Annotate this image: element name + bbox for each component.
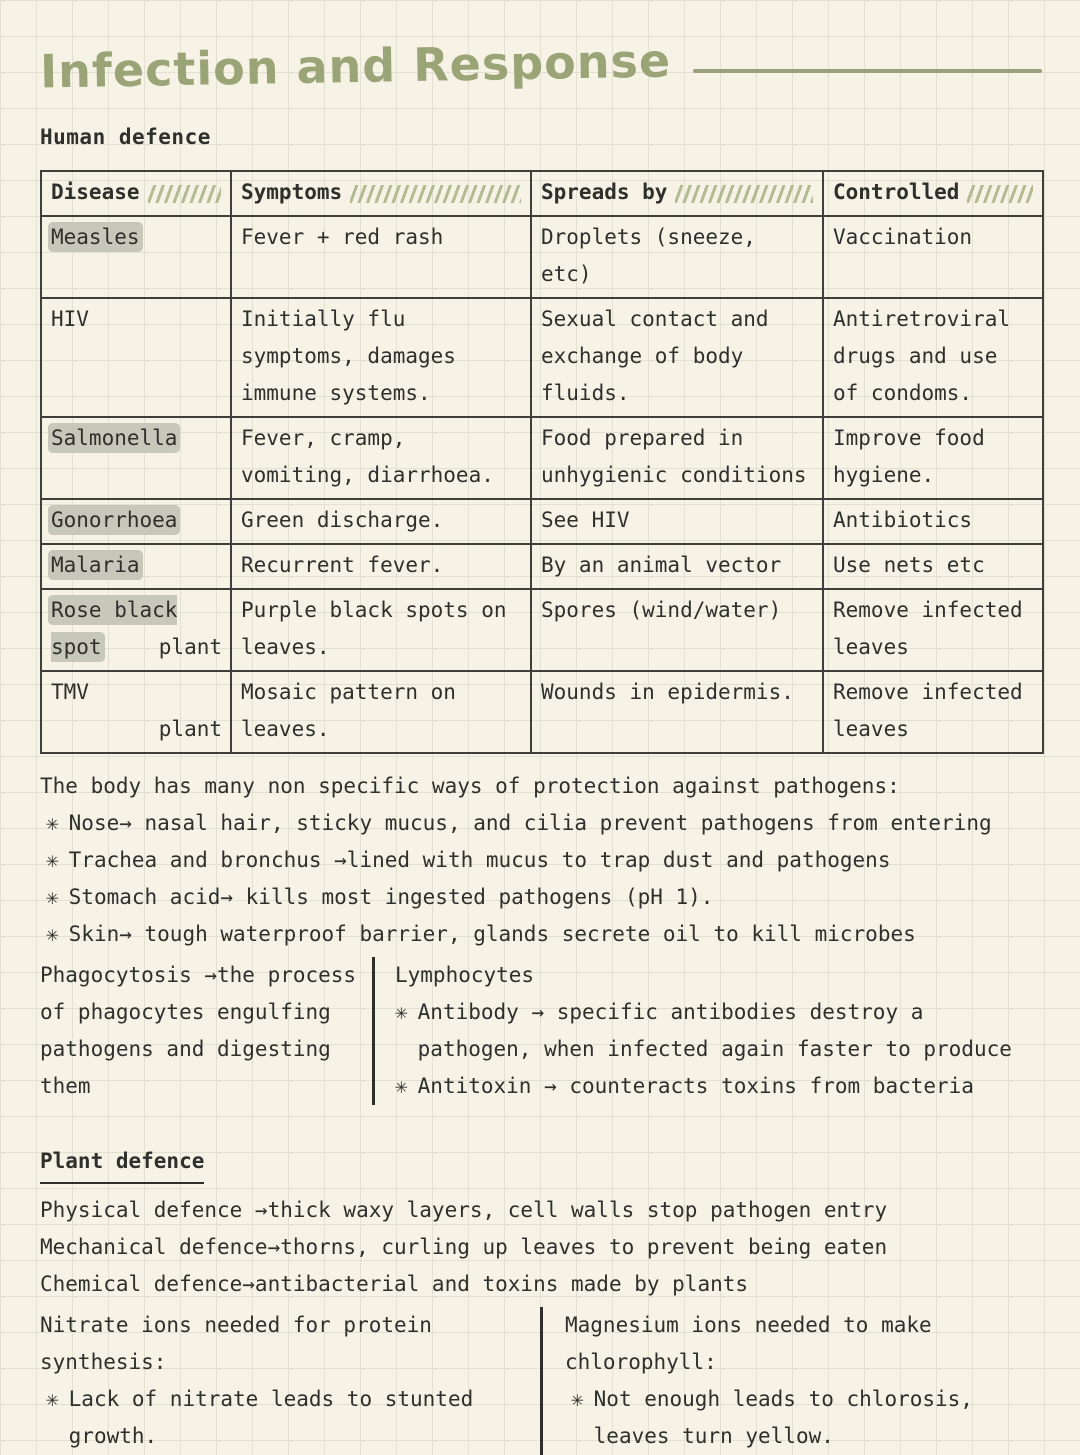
table-row	[41, 499, 1043, 544]
controlled-cell: Vaccination	[823, 216, 1043, 298]
lymphocyte-item: ✳ Antibody → specific antibodies destroy a pathogen, when infected again faster to produce	[395, 994, 1042, 1068]
spreads-cell: Wounds in epidermis.	[531, 671, 823, 753]
disease-cell: Gonorrhoea	[41, 499, 231, 544]
table-header-row	[41, 171, 1043, 216]
controlled-cell: Antibiotics	[823, 499, 1043, 544]
non-specific-item: ✳ Skin→ tough waterproof barrier, glands secrete oil to kill microbes	[40, 916, 1042, 953]
asterisk-bullet-icon: ✳	[571, 1387, 584, 1411]
disease-cell: Salmonella	[41, 417, 231, 499]
lymphocytes-heading: Lymphocytes	[395, 963, 535, 987]
plant-tag: plant	[158, 717, 222, 741]
title-underline	[693, 69, 1042, 73]
non-specific-item: ✳ Nose→ nasal hair, sticky mucus, and cilia prevent pathogens from entering	[40, 805, 1042, 842]
spacer	[40, 1105, 1042, 1143]
page-title: Infection and Response	[39, 33, 672, 99]
non-specific-item: ✳ Trachea and bronchus →lined with mucus to trap dust and pathogens	[40, 842, 1042, 879]
spreads-cell: Droplets (sneeze, etc)	[531, 216, 823, 298]
header-symptoms: Symptoms	[231, 171, 531, 216]
controlled-cell: Remove infected leaves	[823, 671, 1043, 753]
disease-cell: TMV plant	[41, 671, 231, 753]
table-row	[41, 671, 1043, 753]
symptoms-cell: Recurrent fever.	[231, 544, 531, 589]
spreads-cell: Sexual contact and exchange of body fluids.	[531, 298, 823, 417]
symptoms-cell: Fever, cramp, vomiting, diarrhoea.	[231, 417, 531, 499]
plant-defence-heading: Plant defence	[40, 1143, 204, 1184]
asterisk-bullet-icon: ✳	[46, 811, 59, 835]
controlled-cell: Remove infected leaves	[823, 589, 1043, 671]
non-specific-item: ✳ Stomach acid→ kills most ingested pathogens (pH 1).	[40, 879, 1042, 916]
hatch-decoration	[148, 185, 221, 203]
symptoms-cell: Green discharge.	[231, 499, 531, 544]
controlled-cell: Improve food hygiene.	[823, 417, 1043, 499]
symptoms-cell: Purple black spots on leaves.	[231, 589, 531, 671]
mineral-columns	[40, 1307, 1042, 1455]
asterisk-bullet-icon: ✳	[46, 922, 59, 946]
hatch-decoration	[350, 185, 521, 203]
disease-cell: Measles	[41, 216, 231, 298]
table-row	[41, 216, 1043, 298]
asterisk-bullet-icon: ✳	[46, 885, 59, 909]
table-row	[41, 589, 1043, 671]
lymphocytes-note	[372, 957, 1042, 1105]
plant-defence-line: Physical defence →thick waxy layers, cell walls stop pathogen entry	[40, 1198, 888, 1222]
header-disease: Disease	[41, 171, 231, 216]
disease-cell: Rose black spot plant	[41, 589, 231, 671]
asterisk-bullet-icon: ✳	[46, 1387, 59, 1411]
phago-lympho-columns	[40, 957, 1042, 1105]
table-row	[41, 544, 1043, 589]
hatch-decoration	[675, 185, 813, 203]
spreads-cell: See HIV	[531, 499, 823, 544]
spreads-cell: By an animal vector	[531, 544, 823, 589]
title-row	[39, 33, 1042, 99]
lymphocyte-item: ✳ Antitoxin → counteracts toxins from bacteria	[395, 1068, 1042, 1105]
non-specific-intro: The body has many non specific ways of protection against pathogens:	[40, 774, 900, 798]
phagocytosis-note: Phagocytosis →the process of phagocytes engulfing pathogens and digesting them	[40, 963, 357, 1098]
controlled-cell: Antiretroviral drugs and use of condoms.	[823, 298, 1043, 417]
spreads-cell: Spores (wind/water)	[531, 589, 823, 671]
asterisk-bullet-icon: ✳	[46, 848, 59, 872]
nitrate-heading: Nitrate ions needed for protein synthesis:	[40, 1313, 432, 1374]
symptoms-cell: Initially flu symptoms, damages immune systems.	[231, 298, 531, 417]
plant-defence-line: Chemical defence→antibacterial and toxins made by plants	[40, 1272, 749, 1296]
disease-cell: HIV	[41, 298, 231, 417]
symptoms-cell: Fever + red rash	[231, 216, 531, 298]
magnesium-note	[540, 1307, 1042, 1455]
asterisk-bullet-icon: ✳	[395, 1074, 408, 1098]
spreads-cell: Food prepared in unhygienic conditions	[531, 417, 823, 499]
nitrate-item: ✳ Lack of nitrate leads to stunted growth.	[40, 1381, 524, 1455]
disease-cell: Malaria	[41, 544, 231, 589]
table-row	[41, 417, 1043, 499]
magnesium-item: ✳ Not enough leads to chlorosis, leaves turn yellow.	[565, 1381, 1042, 1455]
table-row	[41, 298, 1043, 417]
nitrate-note	[40, 1307, 540, 1455]
asterisk-bullet-icon: ✳	[395, 1000, 408, 1024]
header-controlled: Controlled	[823, 171, 1043, 216]
header-spreads-by: Spreads by	[531, 171, 823, 216]
human-defence-heading: Human defence	[40, 125, 211, 149]
plant-defence-line: Mechanical defence→thorns, curling up leaves to prevent being eaten	[40, 1235, 888, 1259]
hatch-decoration	[967, 185, 1033, 203]
controlled-cell: Use nets etc	[823, 544, 1043, 589]
disease-table	[40, 170, 1044, 754]
magnesium-heading: Magnesium ions needed to make chlorophyll:	[565, 1313, 932, 1374]
plant-tag: plant	[158, 635, 222, 659]
symptoms-cell: Mosaic pattern on leaves.	[231, 671, 531, 753]
